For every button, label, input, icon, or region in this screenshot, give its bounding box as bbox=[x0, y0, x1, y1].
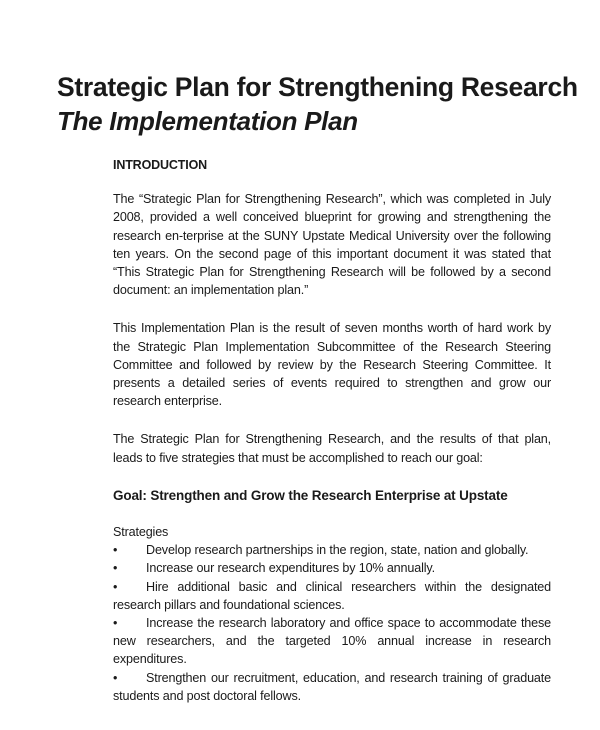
strategy-text: Increase our research expenditures by 10% annually. bbox=[146, 561, 435, 576]
list-item bbox=[113, 559, 551, 577]
strategy-text: Hire additional basic and clinical researchers within the designated research pillars and foundational sciences. bbox=[113, 579, 551, 612]
paragraph: The “Strategic Plan for Strengthening Research”, which was completed in July 2008, provided a well conceived blueprint for growing and strengthening the research en-terprise at the SUNY Upstate Medical University over the following ten years. On the second page of this important document it was stated that “This Strategic Plan for Strengthening Research will be followed by a second document: an implementation plan.” bbox=[113, 192, 551, 298]
strategies-list bbox=[113, 541, 551, 705]
goal-heading: Goal: Strengthen and Grow the Research Enterprise at Upstate bbox=[113, 487, 508, 503]
list-item bbox=[113, 669, 551, 705]
document-title: Strategic Plan for Strengthening Research bbox=[57, 72, 578, 102]
strategy-text: Strengthen our recruitment, education, and research training of graduate students and post doctoral fellows. bbox=[113, 670, 551, 703]
bullet-icon: • bbox=[113, 670, 118, 685]
strategy-text: Increase the research laboratory and office space to accommodate these new researchers, and the targeted 10% annual increase in research expenditures. bbox=[113, 616, 551, 667]
bullet-icon: • bbox=[113, 616, 118, 631]
list-item bbox=[113, 614, 551, 669]
paragraph: The Strategic Plan for Strengthening Research, and the results of that plan, leads to five strategies that must be accomplished to reach our goal: bbox=[113, 432, 551, 465]
document-body bbox=[113, 156, 551, 705]
document-subtitle: The Implementation Plan bbox=[57, 106, 358, 136]
paragraph: This Implementation Plan is the result of seven months worth of hard work by the Strategic Plan Implementation Subcommittee of the Research Steering Committee and followed by review by the Research Steering Committee. It presents a detailed series of events required to strengthen and grow our research enterprise. bbox=[113, 321, 551, 409]
list-item bbox=[113, 541, 551, 559]
bullet-icon: • bbox=[113, 543, 118, 558]
strategies-label: Strategies bbox=[113, 525, 169, 540]
bullet-icon: • bbox=[113, 579, 118, 594]
bullet-icon: • bbox=[113, 561, 118, 576]
introduction-heading: INTRODUCTION bbox=[113, 158, 208, 172]
list-item bbox=[113, 578, 551, 614]
strategy-text: Develop research partnerships in the region, state, nation and globally. bbox=[146, 543, 529, 558]
